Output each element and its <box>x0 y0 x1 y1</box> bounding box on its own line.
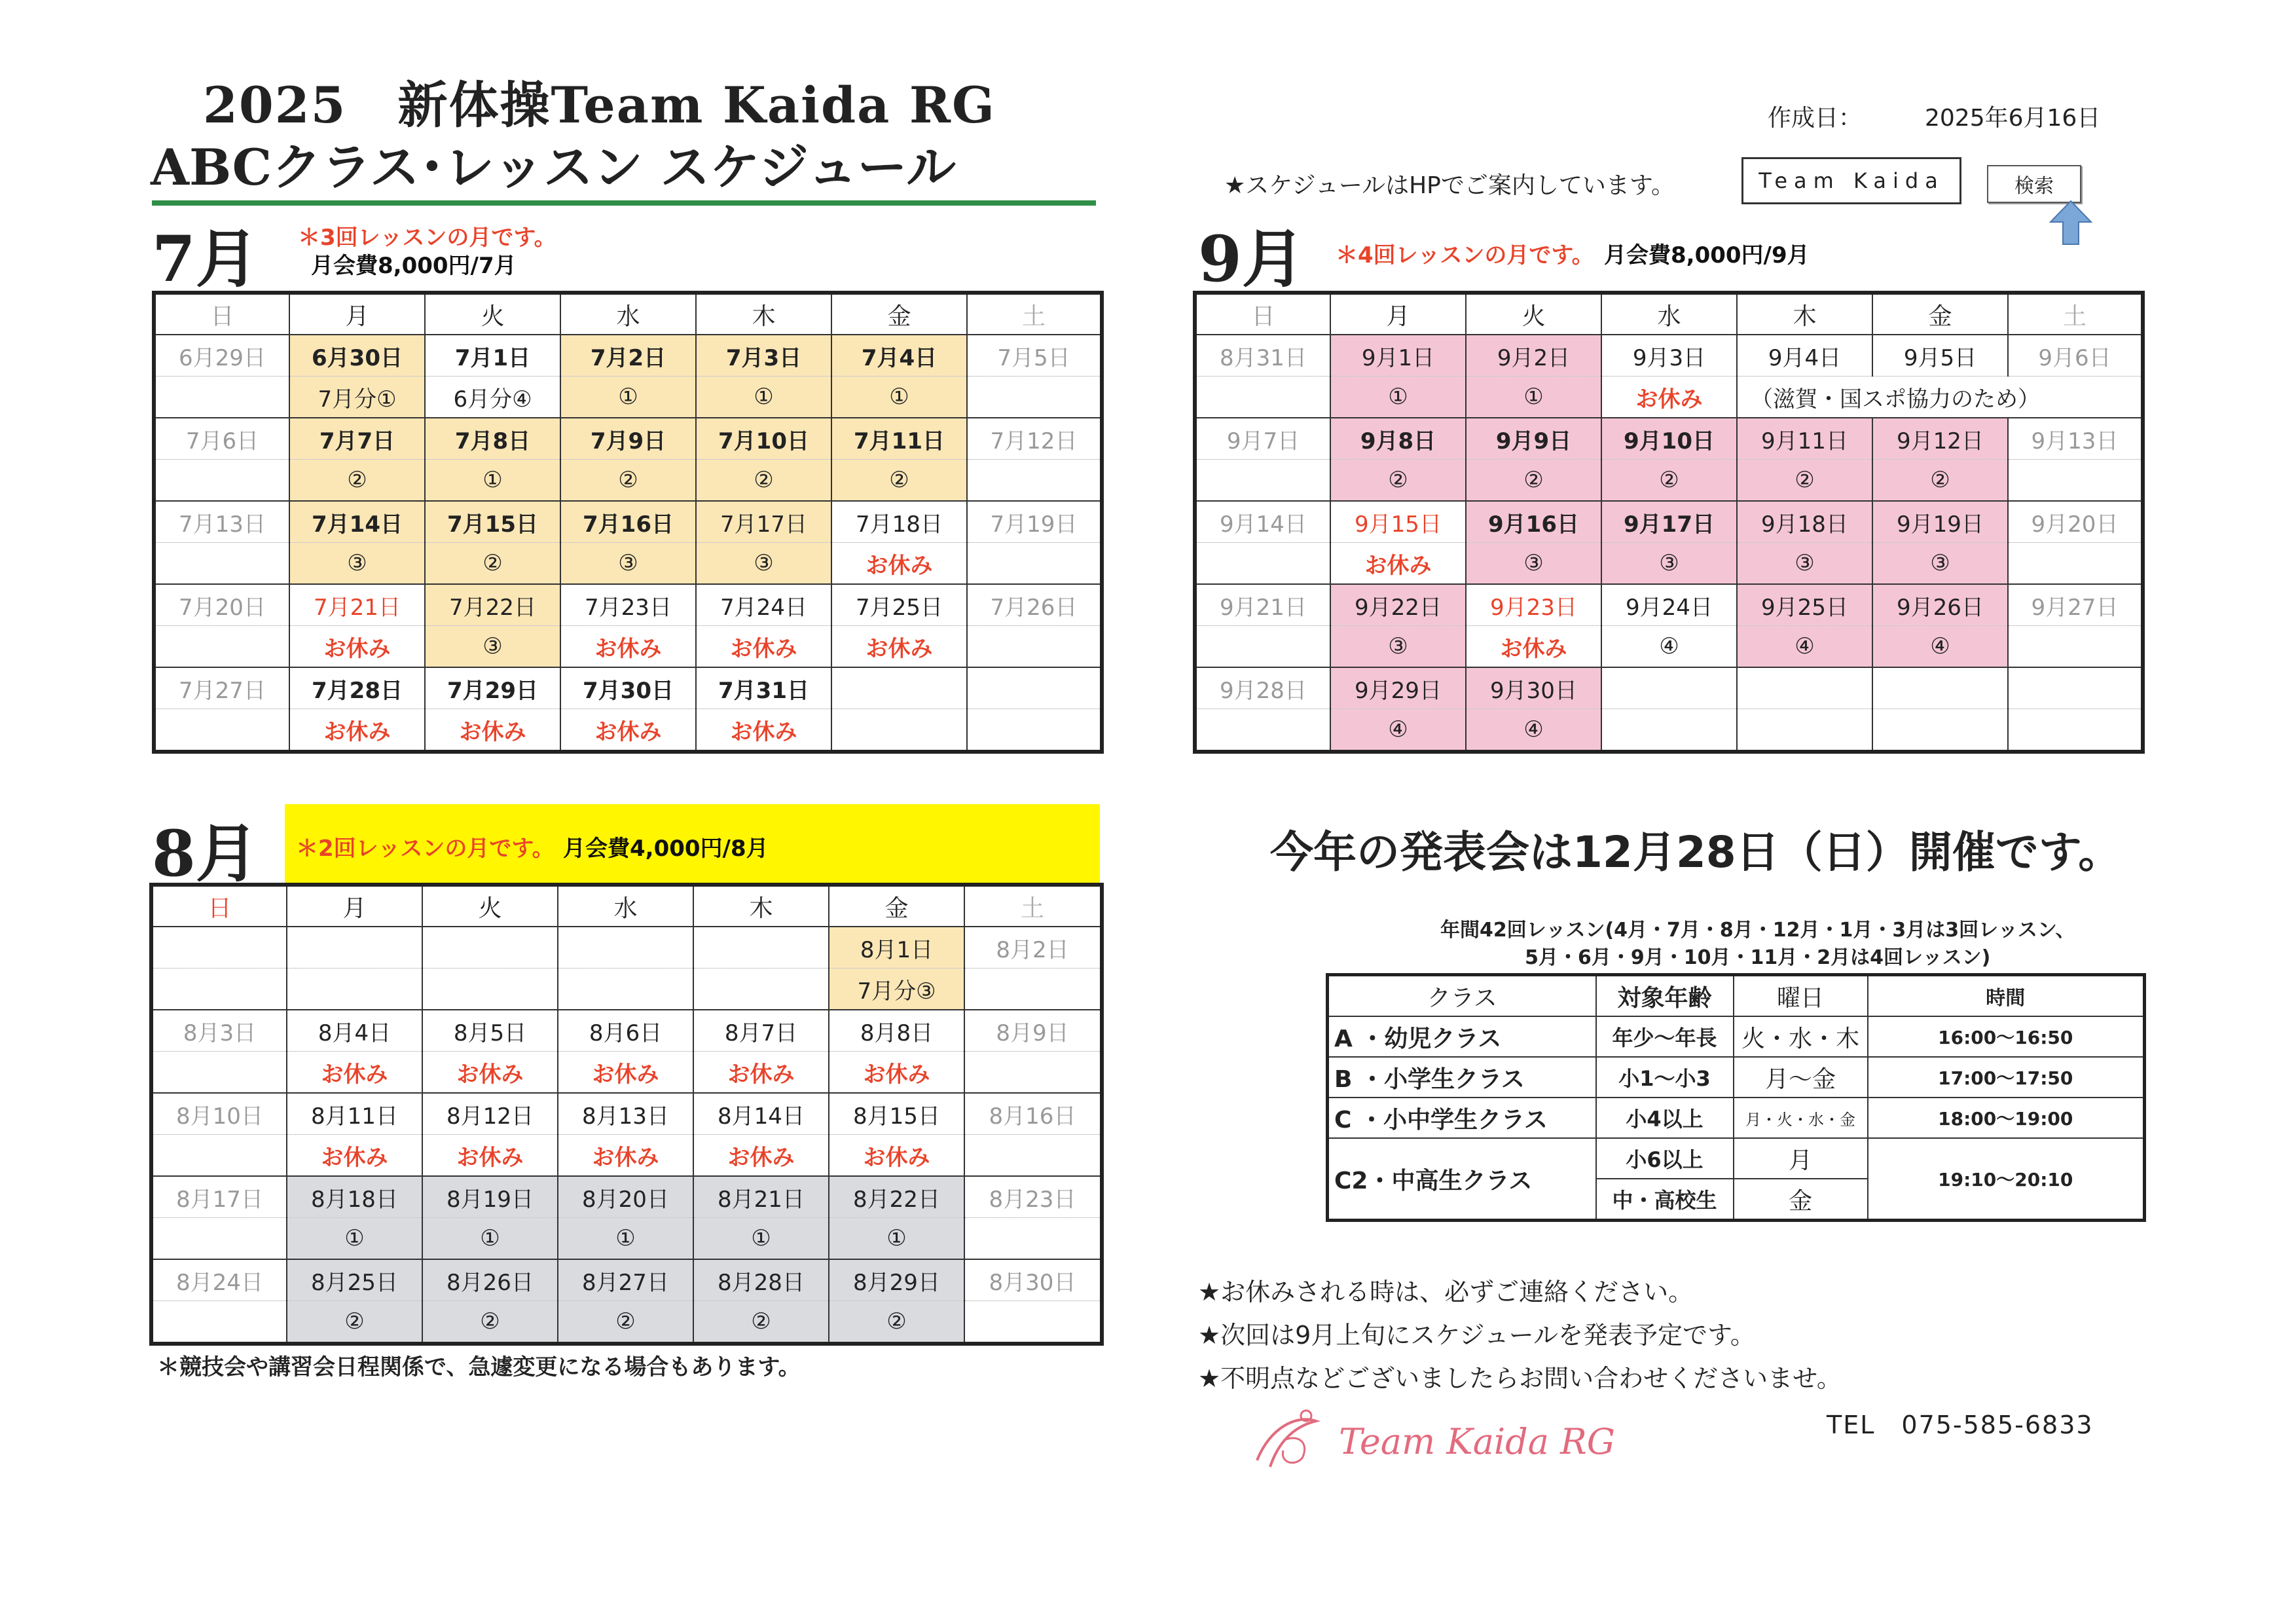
date-cell: 8月12日 <box>422 1093 558 1135</box>
note-item: ★不明点などございましたらお問い合わせくださいませ。 <box>1198 1364 1842 1393</box>
lesson-cell: ③ <box>696 543 831 585</box>
lesson-cell <box>1195 709 1330 752</box>
class-age: 中・高校生 <box>1596 1179 1734 1221</box>
lesson-cell: ① <box>1466 377 1601 418</box>
date-cell: 6月30日 <box>289 335 425 377</box>
date-cell: 8月8日 <box>829 1010 964 1052</box>
weekday-tue: 火 <box>422 885 558 927</box>
date-cell: 9月29日 <box>1330 667 1466 709</box>
date-cell: 9月6日 <box>2008 335 2143 377</box>
date-cell: 8月24日 <box>151 1259 287 1301</box>
lesson-cell: ④ <box>1601 626 1737 668</box>
date-cell: 7月30日 <box>560 667 696 709</box>
date-cell: 8月30日 <box>964 1259 1102 1301</box>
date-cell <box>2008 667 2143 709</box>
date-cell: 7月2日 <box>560 335 696 377</box>
note-item: ★お休みされる時は、必ずご連絡ください。 <box>1198 1278 1694 1306</box>
date-cell: 8月18日 <box>287 1176 422 1218</box>
date-cell: 9月16日 <box>1466 501 1601 543</box>
weekday-fri: 金 <box>831 293 967 335</box>
date-cell: 7月3日 <box>696 335 831 377</box>
lesson-cell: ② <box>558 1301 693 1344</box>
search-input[interactable]: Team Kaida <box>1741 157 1961 204</box>
lesson-cell <box>2008 626 2143 668</box>
date-cell: 9月10日 <box>1601 418 1737 460</box>
lesson-cell: ② <box>829 1301 964 1344</box>
lesson-cell <box>558 969 693 1010</box>
date-cell: 7月7日 <box>289 418 425 460</box>
date-cell: 9月7日 <box>1195 418 1330 460</box>
yearly-lesson-note <box>1440 917 2075 972</box>
date-cell: 9月23日 <box>1466 584 1601 626</box>
lesson-cell <box>154 543 289 585</box>
date-cell: 7月17日 <box>696 501 831 543</box>
weekday-thu: 木 <box>696 293 831 335</box>
date-cell: 8月11日 <box>287 1093 422 1135</box>
date-cell <box>287 927 422 969</box>
lesson-cell: ② <box>1330 460 1466 502</box>
date-cell: 8月6日 <box>558 1010 693 1052</box>
lesson-cell <box>964 1301 1102 1344</box>
title-line1: 2025 新体操Team Kaida RG <box>203 76 996 134</box>
lesson-cell: ① <box>558 1218 693 1260</box>
time-header: 時間 <box>1868 975 2145 1017</box>
date-cell: 9月12日 <box>1872 418 2008 460</box>
september-note-lessons: ＊4回レッスンの月です。 <box>1336 242 1594 268</box>
september-label: 9月 <box>1198 222 1305 296</box>
date-cell: 7月20日 <box>154 584 289 626</box>
lesson-cell: 6月分④ <box>425 377 560 418</box>
date-cell: 7月27日 <box>154 667 289 709</box>
lesson-cell: ② <box>425 543 560 585</box>
recital-announcement: 今年の発表会は12月28日（日）開催です。 <box>1270 827 2122 877</box>
created-date: 2025年6月16日 <box>1925 105 2101 132</box>
date-cell: 9月1日 <box>1330 335 1466 377</box>
day-header: 曜日 <box>1734 975 1868 1017</box>
lesson-cell: ② <box>289 460 425 502</box>
lesson-cell <box>2008 709 2143 752</box>
date-cell: 9月3日 <box>1601 335 1737 377</box>
date-cell: 7月24日 <box>696 584 831 626</box>
lesson-cell: ① <box>831 377 967 418</box>
holiday-cell: お休み <box>696 709 831 752</box>
weekday-thu: 木 <box>693 885 829 927</box>
date-cell: 9月24日 <box>1601 584 1737 626</box>
date-cell: 7月26日 <box>967 584 1102 626</box>
date-cell: 8月7日 <box>693 1010 829 1052</box>
date-cell: 9月22日 <box>1330 584 1466 626</box>
date-cell: 8月16日 <box>964 1093 1102 1135</box>
date-cell: 9月8日 <box>1330 418 1466 460</box>
lesson-cell: ③ <box>1466 543 1601 585</box>
date-cell: 7月14日 <box>289 501 425 543</box>
lesson-cell <box>967 543 1102 585</box>
hp-note: ★スケジュールはHPでご案内しています。 <box>1224 172 1675 199</box>
lesson-cell <box>151 1218 287 1260</box>
created-label: 作成日： <box>1768 105 1863 132</box>
holiday-cell: お休み <box>422 1135 558 1177</box>
lesson-cell: ④ <box>1872 626 2008 668</box>
lesson-cell: ① <box>425 460 560 502</box>
date-cell: 7月16日 <box>560 501 696 543</box>
date-cell: 9月21日 <box>1195 584 1330 626</box>
date-cell: 7月9日 <box>560 418 696 460</box>
date-cell: 9月19日 <box>1872 501 2008 543</box>
title-line2: ABCクラス･レッスン スケジュール <box>151 138 956 196</box>
lesson-cell: ④ <box>1466 709 1601 752</box>
holiday-cell: お休み <box>422 1052 558 1094</box>
date-cell: 9月17日 <box>1601 501 1737 543</box>
date-cell: 8月2日 <box>964 927 1102 969</box>
lesson-cell: ④ <box>1737 626 1872 668</box>
date-cell: 9月26日 <box>1872 584 2008 626</box>
date-cell: 9月5日 <box>1872 335 2008 377</box>
lesson-cell <box>1601 709 1737 752</box>
class-age: 小4以上 <box>1596 1098 1734 1138</box>
lesson-cell: ② <box>1466 460 1601 502</box>
lesson-cell: ② <box>693 1301 829 1344</box>
july-note-lessons: ＊3回レッスンの月です。 <box>298 225 556 251</box>
date-cell: 8月10日 <box>151 1093 287 1135</box>
date-cell: 8月20日 <box>558 1176 693 1218</box>
lesson-cell: ④ <box>1330 709 1466 752</box>
date-cell: 7月18日 <box>831 501 967 543</box>
lesson-cell <box>964 1135 1102 1177</box>
lesson-cell: ① <box>693 1218 829 1260</box>
lesson-cell: ③ <box>560 543 696 585</box>
class-days: 月・火・水・金 <box>1734 1098 1868 1138</box>
august-calendar <box>149 883 1104 1346</box>
weekday-sat: 土 <box>964 885 1102 927</box>
lesson-cell <box>693 969 829 1010</box>
date-cell: 8月5日 <box>422 1010 558 1052</box>
weekday-sun: 日 <box>151 885 287 927</box>
note-item: ★次回は9月上旬にスケジュールを発表予定です。 <box>1198 1321 1755 1350</box>
class-name: C2・中高生クラス <box>1328 1138 1596 1221</box>
date-cell: 8月4日 <box>287 1010 422 1052</box>
holiday-cell: お休み <box>693 1135 829 1177</box>
holiday-cell: お休み <box>696 626 831 668</box>
lesson-cell <box>2008 460 2143 502</box>
lesson-cell <box>967 377 1102 418</box>
holiday-cell: お休み <box>560 709 696 752</box>
lesson-cell <box>1195 543 1330 585</box>
weekday-sun: 日 <box>1195 293 1330 335</box>
lesson-cell <box>151 1135 287 1177</box>
holiday-cell: お休み <box>289 709 425 752</box>
holiday-cell: お休み <box>289 626 425 668</box>
title-underline <box>152 200 1096 206</box>
lesson-cell <box>964 1052 1102 1094</box>
lesson-cell <box>967 460 1102 502</box>
age-header: 対象年齢 <box>1596 975 1734 1017</box>
class-name: B ・小学生クラス <box>1328 1057 1596 1098</box>
schedule-footnote: ＊競技会や講習会日程関係で、急遽変更になる場合もあります。 <box>157 1354 801 1380</box>
lesson-cell: ② <box>696 460 831 502</box>
lesson-cell <box>151 1052 287 1094</box>
lesson-cell <box>1195 626 1330 668</box>
lesson-cell <box>154 460 289 502</box>
date-cell: 8月19日 <box>422 1176 558 1218</box>
class-table <box>1326 973 2146 1222</box>
class-time: 19:10～20:10 <box>1868 1138 2145 1221</box>
lesson-cell <box>964 969 1102 1010</box>
holiday-cell: お休み <box>560 626 696 668</box>
date-cell: 8月26日 <box>422 1259 558 1301</box>
holiday-cell: お休み <box>829 1052 964 1094</box>
august-note-lessons: ＊2回レッスンの月です。 <box>296 836 555 862</box>
date-cell: 8月13日 <box>558 1093 693 1135</box>
date-cell: 9月25日 <box>1737 584 1872 626</box>
lesson-cell: ② <box>422 1301 558 1344</box>
date-cell: 7月5日 <box>967 335 1102 377</box>
yearly-note-line2: 5月・6月・9月・10月・11月・2月は4回レッスン) <box>1525 946 1991 969</box>
lesson-cell <box>422 969 558 1010</box>
date-cell: 8月29日 <box>829 1259 964 1301</box>
notes-list <box>1198 1270 1842 1400</box>
date-cell: 9月11日 <box>1737 418 1872 460</box>
arrow-up-icon <box>2048 200 2094 246</box>
holiday-cell: お休み <box>831 626 967 668</box>
lesson-cell <box>154 626 289 668</box>
class-time: 16:00～16:50 <box>1868 1016 2145 1057</box>
date-cell: 8月14日 <box>693 1093 829 1135</box>
holiday-cell: お休み <box>693 1052 829 1094</box>
lesson-cell: ② <box>831 460 967 502</box>
weekday-sun: 日 <box>154 293 289 335</box>
holiday-reason: （滋賀・国スポ協力のため） <box>1737 377 2143 418</box>
lesson-cell: ① <box>1330 377 1466 418</box>
weekday-mon: 月 <box>1330 293 1466 335</box>
weekday-mon: 月 <box>287 885 422 927</box>
date-cell <box>558 927 693 969</box>
weekday-thu: 木 <box>1737 293 1872 335</box>
lesson-cell: ③ <box>1737 543 1872 585</box>
september-calendar <box>1193 291 2145 754</box>
lesson-cell <box>2008 543 2143 585</box>
lesson-cell <box>967 626 1102 668</box>
july-note-fee: 月会費8,000円/7月 <box>311 253 517 279</box>
lesson-cell <box>964 1218 1102 1260</box>
lesson-cell: ② <box>287 1301 422 1344</box>
date-cell: 7月1日 <box>425 335 560 377</box>
class-header: クラス <box>1328 975 1596 1017</box>
lesson-cell <box>1195 460 1330 502</box>
class-time: 18:00～19:00 <box>1868 1098 2145 1138</box>
lesson-cell: ① <box>829 1218 964 1260</box>
date-cell: 7月28日 <box>289 667 425 709</box>
lesson-cell <box>151 969 287 1010</box>
weekday-sat: 土 <box>2008 293 2143 335</box>
class-name: C ・小中学生クラス <box>1328 1098 1596 1138</box>
holiday-cell: お休み <box>287 1135 422 1177</box>
date-cell: 7月15日 <box>425 501 560 543</box>
holiday-cell: お休み <box>1601 377 1737 418</box>
lesson-cell <box>154 377 289 418</box>
date-cell <box>693 927 829 969</box>
weekday-fri: 金 <box>829 885 964 927</box>
class-time: 17:00～17:50 <box>1868 1057 2145 1098</box>
date-cell: 6月29日 <box>154 335 289 377</box>
july-label: 7月 <box>152 222 259 296</box>
lesson-cell <box>154 709 289 752</box>
date-cell: 9月13日 <box>2008 418 2143 460</box>
holiday-cell: お休み <box>1466 626 1601 668</box>
class-days: 金 <box>1734 1179 1868 1221</box>
date-cell: 8月31日 <box>1195 335 1330 377</box>
lesson-cell <box>1872 709 2008 752</box>
date-cell: 9月30日 <box>1466 667 1601 709</box>
date-cell: 9月28日 <box>1195 667 1330 709</box>
date-cell <box>151 927 287 969</box>
date-cell: 7月25日 <box>831 584 967 626</box>
date-cell: 7月21日 <box>289 584 425 626</box>
holiday-cell: お休み <box>831 543 967 585</box>
lesson-cell: 7月分① <box>289 377 425 418</box>
date-cell: 8月22日 <box>829 1176 964 1218</box>
date-cell: 9月18日 <box>1737 501 1872 543</box>
holiday-cell: お休み <box>829 1135 964 1177</box>
class-days: 火・水・木 <box>1734 1016 1868 1057</box>
lesson-cell: ③ <box>289 543 425 585</box>
lesson-cell: ③ <box>1601 543 1737 585</box>
july-calendar <box>152 291 1104 754</box>
weekday-tue: 火 <box>1466 293 1601 335</box>
lesson-cell: ② <box>1872 460 2008 502</box>
date-cell: 8月25日 <box>287 1259 422 1301</box>
date-cell: 9月27日 <box>2008 584 2143 626</box>
date-cell <box>1601 667 1737 709</box>
date-cell: 7月6日 <box>154 418 289 460</box>
holiday-cell: お休み <box>558 1135 693 1177</box>
date-cell <box>831 667 967 709</box>
class-days: 月 <box>1734 1138 1868 1179</box>
lesson-cell: ② <box>560 460 696 502</box>
weekday-wed: 水 <box>1601 293 1737 335</box>
date-cell: 7月22日 <box>425 584 560 626</box>
date-cell: 8月23日 <box>964 1176 1102 1218</box>
class-days: 月～金 <box>1734 1057 1868 1098</box>
september-note-fee: 月会費8,000円/9月 <box>1604 242 1810 268</box>
date-cell: 7月11日 <box>831 418 967 460</box>
date-cell: 7月29日 <box>425 667 560 709</box>
lesson-cell: ① <box>287 1218 422 1260</box>
lesson-cell <box>151 1301 287 1344</box>
date-cell <box>1872 667 2008 709</box>
lesson-cell <box>967 709 1102 752</box>
lesson-cell: ① <box>696 377 831 418</box>
team-logo-text: Team Kaida RG <box>1339 1421 1615 1462</box>
date-cell: 8月3日 <box>151 1010 287 1052</box>
lesson-cell <box>831 709 967 752</box>
lesson-cell: ② <box>1601 460 1737 502</box>
date-cell: 9月14日 <box>1195 501 1330 543</box>
class-age: 小6以上 <box>1596 1138 1734 1179</box>
weekday-mon: 月 <box>289 293 425 335</box>
date-cell: 8月21日 <box>693 1176 829 1218</box>
lesson-cell: ① <box>560 377 696 418</box>
search-button[interactable]: 検索 <box>1987 165 2081 203</box>
holiday-cell: お休み <box>1330 543 1466 585</box>
august-label: 8月 <box>152 817 259 891</box>
date-cell: 7月23日 <box>560 584 696 626</box>
date-cell <box>967 667 1102 709</box>
tel-number: TEL 075-585-6833 <box>1827 1411 2094 1439</box>
lesson-cell: ③ <box>1872 543 2008 585</box>
date-cell: 7月31日 <box>696 667 831 709</box>
weekday-fri: 金 <box>1872 293 2008 335</box>
class-name: A ・幼児クラス <box>1328 1016 1596 1057</box>
date-cell <box>1737 667 1872 709</box>
august-note-fee: 月会費4,000円/8月 <box>563 836 769 862</box>
gymnast-logo-icon <box>1244 1401 1329 1473</box>
date-cell: 7月12日 <box>967 418 1102 460</box>
date-cell: 9月4日 <box>1737 335 1872 377</box>
date-cell: 9月2日 <box>1466 335 1601 377</box>
date-cell: 8月27日 <box>558 1259 693 1301</box>
yearly-note-line1: 年間42回レッスン(4月・7月・8月・12月・1月・3月は3回レッスン、 <box>1440 919 2075 942</box>
holiday-cell: お休み <box>287 1052 422 1094</box>
date-cell: 9月20日 <box>2008 501 2143 543</box>
date-cell <box>422 927 558 969</box>
lesson-cell: ② <box>1737 460 1872 502</box>
date-cell: 7月4日 <box>831 335 967 377</box>
lesson-cell <box>1195 377 1330 418</box>
weekday-wed: 水 <box>558 885 693 927</box>
date-cell: 7月13日 <box>154 501 289 543</box>
date-cell: 8月1日 <box>829 927 964 969</box>
date-cell: 9月9日 <box>1466 418 1601 460</box>
date-cell: 7月10日 <box>696 418 831 460</box>
date-cell: 7月19日 <box>967 501 1102 543</box>
class-age: 小1～小3 <box>1596 1057 1734 1098</box>
class-age: 年少～年長 <box>1596 1016 1734 1057</box>
holiday-cell: お休み <box>558 1052 693 1094</box>
date-cell: 7月8日 <box>425 418 560 460</box>
weekday-sat: 土 <box>967 293 1102 335</box>
date-cell: 8月17日 <box>151 1176 287 1218</box>
holiday-cell: お休み <box>425 709 560 752</box>
lesson-cell <box>1737 709 1872 752</box>
lesson-cell: 7月分③ <box>829 969 964 1010</box>
weekday-tue: 火 <box>425 293 560 335</box>
date-cell: 8月9日 <box>964 1010 1102 1052</box>
lesson-cell <box>287 969 422 1010</box>
weekday-wed: 水 <box>560 293 696 335</box>
lesson-cell: ③ <box>425 626 560 668</box>
date-cell: 8月15日 <box>829 1093 964 1135</box>
date-cell: 8月28日 <box>693 1259 829 1301</box>
date-cell: 9月15日 <box>1330 501 1466 543</box>
lesson-cell: ① <box>422 1218 558 1260</box>
lesson-cell: ③ <box>1330 626 1466 668</box>
